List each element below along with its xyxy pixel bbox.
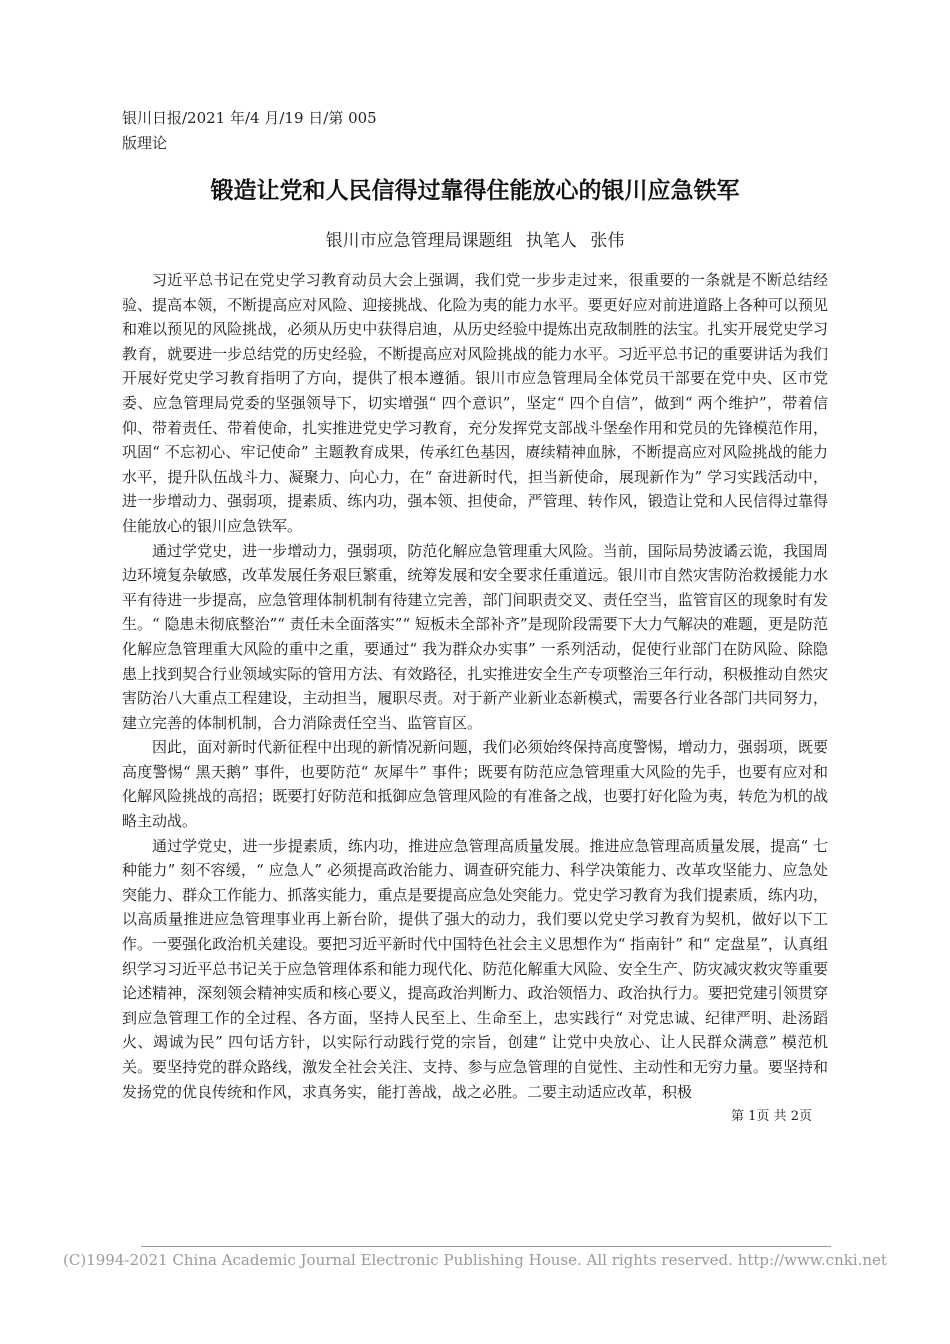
- paragraph: 因此，面对新时代新征程中出现的新情况新问题，我们必须始终保持高度警惕，增动力，强弱项，既要高度警惕“ 黑天鹅” 事件，也要防范“ 灰犀牛” 事件；既要有防范应急管理重大风险的先手，也要有应对和化解风险挑战的高招；既要打好防范和抵御应急管理风险的有准备之战，也要打好化险为夷，转危为机的战略主动战。: [122, 738, 828, 831]
- source-info-line-1: 银川日报/2021 年/4 月/19 日/第 005: [122, 109, 377, 127]
- article-byline: 银川市应急管理局课题组 执笔人 张伟: [325, 231, 625, 251]
- source-info-line-2: 版理论: [122, 134, 168, 152]
- paragraph: 习近平总书记在党史学习教育动员大会上强调，我们党一步步走过来，很重要的一条就是不断总结经验、提高本领，不断提高应对风险、迎接挑战、化险为夷的能力水平。要更好应对前进道路上各种可以预见和难以预见的风险挑战，必须从历史中获得启迪，从历史经验中提炼出克敌制胜的法宝。扎实开展党史学习教育，就要进一步总结党的历史经验，不断提高应对风险挑战的能力水平。习近平总书记的重要讲话为我们开展好党史学习教育指明了方向，提供了根本遵循。银川市应急管理局全体党员干部要在党中央、区市党委、应急管理局党委的坚强领导下，切实增强“ 四个意识”，坚定“ 四个自信”，做到“ 两个维护”，带着信仰、带着责任、带着使命，扎实推进党史学习教育，充分发挥党支部战斗堡垒作用和党员的先锋模范作用，巩固“ 不忘初心、牢记使命” 主题教育成果，传承红色基因，赓续精神血脉，不断提高应对风险挑战的能力水平，提升队伍战斗力、凝聚力、向心力，在“ 奋进新时代，担当新使命，展现新作为” 学习实践活动中，进一步增动力、强弱项，提素质、练内功，强本领、担使命，严管理、转作风，锻造让党和人民信得过靠得住能放心的银川应急铁军。: [122, 271, 828, 535]
- source-info: [122, 106, 377, 156]
- paragraph: 通过学党史，进一步提素质，练内功，推进应急管理高质量发展。推进应急管理高质量发展，提高“ 七种能力” 刻不容缓，“ 应急人” 必须提高政治能力、调查研究能力、科学决策能力、改革攻坚能力、应急处突能力、群众工作能力、抓落实能力，重点是要提高应急处突能力。党史学习教育为我们提素质，练内功，以高质量推进应急管理事业再上新台阶，提供了强大的动力，我们要以党史学习教育为契机，做好以下工作。一要强化政治机关建设。要把习近平新时代中国特色社会主义思想作为“ 指南针” 和“ 定盘星”，认真组织学习习近平总书记关于应急管理体系和能力现代化、防范化解重大风险、安全生产、防灾减灾救灾等重要论述精神，深刻领会精神实质和核心要义，提高政治判断力、政治领悟力、政治执行力。要把党建引领贯穿到应急管理工作的全过程、各方面，坚持人民至上、生命至上，忠实践行“ 对党忠诚、纪律严明、赴汤蹈火、竭诚为民” 四句话方针，以实际行动践行党的宗旨，创建“ 让党中央放心、让人民群众满意” 模范机关。要坚持党的群众路线，激发全社会关注、支持、参与应急管理的自觉性、主动性和无穷力量。要坚持和发扬党的优良传统和作风，求真务实，能打善战，战之必胜。二要主动适应改革，积极: [122, 836, 828, 1101]
- copyright-notice: (C)1994-2021 China Academic Journal Electronic Publishing House. All rights reserved. http://www.cnki.net: [63, 1251, 887, 1269]
- paragraph: 通过学党史，进一步增动力，强弱项，防范化解应急管理重大风险。当前，国际局势波谲云诡，我国周边环境复杂敏感，改革发展任务艰巨繁重，统筹发展和安全要求任重道远。银川市自然灾害防治救援能力水平有待进一步提高，应急管理体制机制有待建立完善，部门间职责交叉、责任空当，监管盲区的现象时有发生。“ 隐患未彻底整治”“ 责任未全面落实”“ 短板未全部补齐”是现阶段需要下大力气解决的难题，更是防范化解应急管理重大风险的重中之重，要通过“ 我为群众办实事” 一系列活动，促使行业部门在防风险、除隐患上找到契合行业领域实际的管用方法、有效路径，扎实推进安全生产专项整治三年行动，积极推动自然灾害防治八大重点工程建设，主动担当，履职尽责。对于新产业新业态新模式，需要各行业各部门共同努力，建立完善的体制机制，合力消除责任空当、监管盲区。: [122, 541, 828, 732]
- page-number: 第 1页 共 2页: [731, 1109, 812, 1124]
- article-body: [122, 268, 828, 1104]
- article-title: 锻造让党和人民信得过靠得住能放心的银川应急铁军: [210, 178, 740, 204]
- footer-divider: [141, 1246, 831, 1247]
